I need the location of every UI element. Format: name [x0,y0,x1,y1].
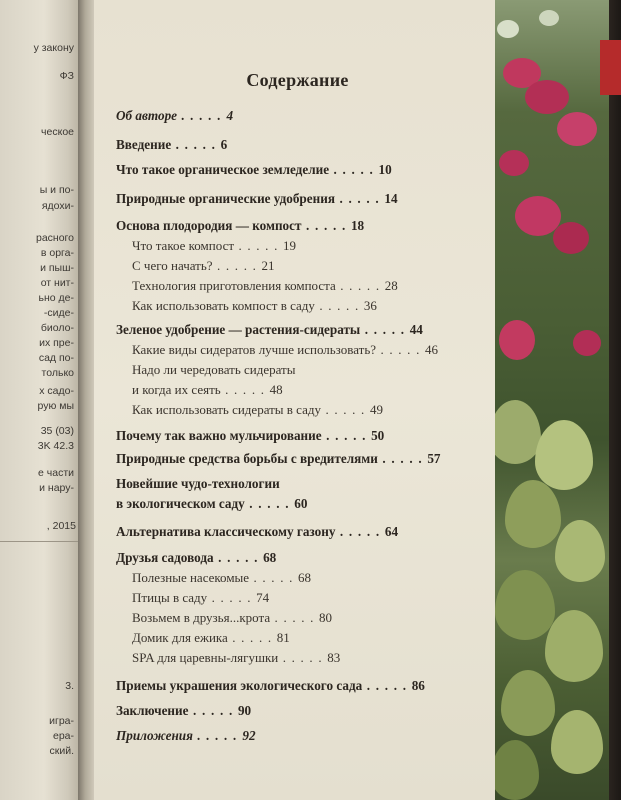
toc-entry-title: Полезные насекомые [132,570,250,585]
left-page-text-fragment: -сиде- [43,307,74,319]
toc-leader-dots: . . . . . [314,298,364,313]
toc-entry [132,258,275,274]
toc-entry [116,137,227,153]
toc-page-number: 19 [282,238,296,253]
toc-entry [132,630,290,646]
toc-entry [116,496,307,512]
toc-page-number: 21 [261,258,275,273]
toc-entry-title: Природные средства борьбы с вредителями [116,451,378,466]
left-page-text-fragment: ФЗ [59,70,74,82]
toc-page-number: 46 [424,342,438,357]
left-page-rule [0,541,80,542]
left-page-text-fragment: ера- [52,730,74,742]
toc-leader-dots: . . . . . [207,590,257,605]
toc-entry [116,678,425,694]
toc-entry [132,298,377,314]
toc-leader-dots: . . . . . [321,428,372,443]
toc-leader-dots: . . . . . [270,610,320,625]
page-title: Содержание [246,70,349,90]
toc-entry-title: Приложения [116,728,193,743]
toc-entry [116,550,276,566]
toc-entry-title: Новейшие чудо-технологии [116,476,280,491]
toc-leader-dots: . . . . . [360,322,410,337]
toc-entry-title: SPA для царевны-лягушки [132,650,279,665]
toc-leader-dots: . . . . . [278,650,328,665]
toc-entry-title: Птицы в саду [132,590,208,605]
contents-page [94,0,501,800]
toc-leader-dots: . . . . . [335,524,385,539]
toc-leader-dots: . . . . . [188,703,238,718]
toc-page-number: 4 [226,108,234,123]
toc-page-number: 74 [256,590,270,605]
toc-page-number: 86 [411,678,425,693]
left-page-text-fragment: от нит- [40,277,74,289]
toc-page-number: 50 [371,428,385,443]
left-page-text-fragment: в орга- [40,247,74,259]
toc-page-number: 60 [294,496,308,511]
garden-photo-icon [495,0,609,800]
toc-leader-dots: . . . . . [220,382,270,397]
toc-entry [132,402,383,418]
toc-entry-title: Основа плодородия — компост [116,218,302,233]
toc-entry [116,322,423,338]
toc-leader-dots: . . . . . [362,678,412,693]
toc-entry [132,278,398,294]
toc-entry-title: Какие виды сидератов лучше использовать? [132,342,377,357]
toc-leader-dots: . . . . . [234,238,283,253]
left-page-text-fragment: только [41,367,74,379]
toc-page-number: 49 [369,402,383,417]
left-page-text-fragment: сад по- [38,352,74,364]
cover-corner [600,40,621,95]
toc-entry [132,238,296,254]
toc-page-number: 36 [363,298,377,313]
left-page-text-fragment: ы и по- [39,184,74,196]
left-page-text-fragment: и нару- [39,482,74,494]
toc-leader-dots: . . . . . [376,342,425,357]
left-page-text-fragment: биоло- [40,322,74,334]
toc-entry-title: Что такое компост [132,238,235,253]
toc-entry [116,703,251,719]
toc-entry [116,162,392,178]
toc-page-number: 80 [319,610,333,625]
toc-page-number: 10 [378,162,392,177]
toc-entry-title: Друзья садовода [116,550,214,565]
toc-entry [132,382,283,398]
toc-leader-dots: . . . . . [329,162,379,177]
toc-entry [132,570,311,586]
toc-entry [116,524,398,540]
left-page-text-fragment: и пыш- [40,262,74,274]
toc-leader-dots: . . . . . [335,278,385,293]
toc-entry [116,728,256,744]
toc-entry-title: Зеленое удобрение — растения-сидераты [116,322,361,337]
toc-entry-title: Как использовать сидераты в саду [132,402,321,417]
toc-page-number: 83 [327,650,341,665]
toc-entry-title: Приемы украшения экологического сада [116,678,363,693]
left-page-text-fragment: 3K 42.3 [37,440,74,452]
toc-page-number: 57 [427,451,441,466]
toc-entry [116,476,280,492]
toc-page-number: 28 [384,278,398,293]
toc-page-number: 81 [276,630,290,645]
toc-leader-dots: . . . . . [212,258,262,273]
toc-entry [116,451,441,467]
toc-leader-dots: . . . . . [301,218,351,233]
left-page-text-fragment: ческое [41,126,74,138]
toc-leader-dots: . . . . . [249,570,298,585]
toc-leader-dots: . . . . . [321,402,370,417]
toc-entry-title: Альтернатива классическому газону [116,524,336,539]
left-page-text-fragment: рую мы [37,400,74,412]
left-page-text-fragment: ский. [49,745,74,757]
left-page-text-fragment: расного [35,232,74,244]
toc-entry-title: С чего начать? [132,258,213,273]
toc-leader-dots: . . . . . [213,550,264,565]
left-page-text-fragment: ьно де- [38,292,74,304]
toc-entry-title: Что такое органическое земледелие [116,162,330,177]
toc-page-number: 68 [298,570,311,585]
toc-page-number: 48 [269,382,283,397]
toc-leader-dots: . . . . . [334,191,385,206]
left-page-text-fragment: игра- [49,715,74,727]
toc-leader-dots: . . . . . [171,137,221,152]
toc-entry-title: и когда их сеять [132,382,221,397]
toc-entry-title: Заключение [116,703,189,718]
toc-entry [116,218,364,234]
toc-leader-dots: . . . . . [177,108,227,123]
toc-entry [132,650,340,666]
toc-page-number: 64 [384,524,399,539]
toc-page-number: 90 [237,703,252,718]
toc-entry-title: Об авторе [116,108,178,123]
toc-entry-title: Надо ли чередовать сидераты [132,362,296,377]
toc-page-number: 18 [350,218,365,233]
toc-entry-title: Как использовать компост в саду [132,298,315,313]
toc-page-number: 44 [409,322,423,337]
toc-page-number: 92 [242,728,256,743]
toc-entry [132,342,438,358]
toc-entry-title: Введение [116,137,172,152]
toc-leader-dots: . . . . . [377,451,428,466]
left-page-text-fragment: х садо- [39,385,74,397]
toc-leader-dots: . . . . . [192,728,243,743]
left-page-text-fragment: е части [38,467,74,479]
book-edge [609,0,621,800]
toc-entry-title: Природные органические удобрения [116,191,335,206]
toc-page-number: 14 [384,191,398,206]
toc-entry-title: в экологическом саду [116,496,245,511]
left-page-text-fragment: ядохи- [41,200,74,212]
toc-entry-title: Домик для ежика [132,630,228,645]
left-page-text-fragment: у закону [33,42,74,54]
toc-entry-title: Почему так важно мульчирование [116,428,322,443]
left-page-text-fragment: , 2015 [46,520,76,532]
toc-leader-dots: . . . . . [227,630,277,645]
left-page-text-fragment: 3. [65,680,74,692]
left-page-text-fragment: их пре- [39,337,74,349]
toc-entry [132,590,269,606]
toc-entry-title: Технология приготовления компоста [132,278,336,293]
toc-entry-title: Возьмем в друзья...крота [132,610,271,625]
toc-entry [116,428,384,444]
toc-entry [116,108,233,124]
toc-leader-dots: . . . . . [244,496,295,511]
toc-page-number: 6 [220,137,228,152]
toc-entry [132,362,295,378]
toc-page-number: 68 [263,550,277,565]
toc-entry [116,191,398,207]
previous-page [0,0,80,800]
toc-entry [132,610,332,626]
left-page-text-fragment: 35 (03) [40,425,74,437]
